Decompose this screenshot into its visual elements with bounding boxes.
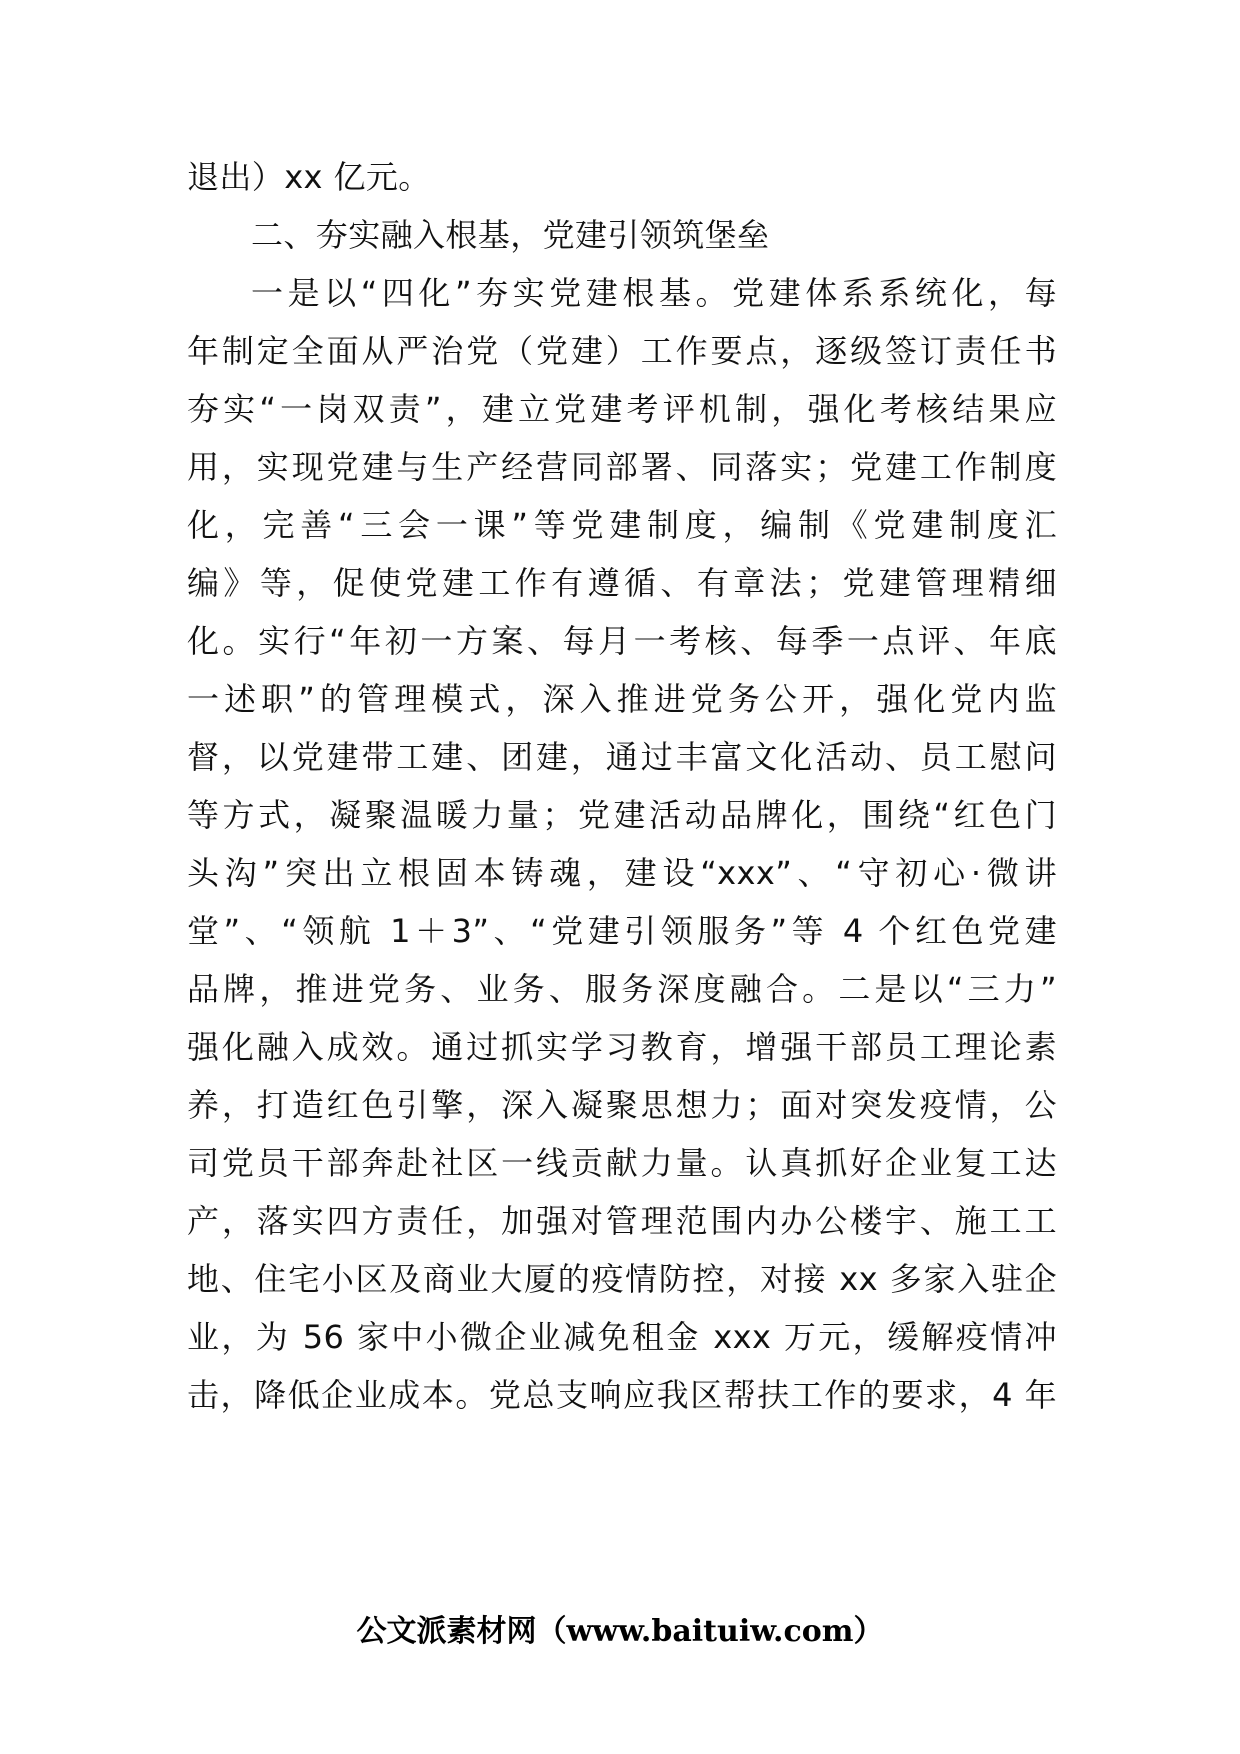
text-line: 司党员干部奔赴社区一线贡献力量。认真抓好企业复工达 (187, 1144, 1057, 1182)
footer-watermark: 公文派素材网（www.baituiw.com） (356, 1614, 884, 1649)
text-line: 击，降低企业成本。党总支响应我区帮扶工作的要求，4 年 (187, 1376, 1057, 1414)
text-line: 督，以党建带工建、团建，通过丰富文化活动、员工慰问 (187, 738, 1057, 776)
text-line: 化。实行“年初一方案、每月一考核、每季一点评、年底 (187, 622, 1057, 660)
text-line: 堂”、“领航 1＋3”、“党建引领服务”等 4 个红色党建 (187, 912, 1057, 950)
text-line: 编》等，促使党建工作有遵循、有章法；党建管理精细 (187, 564, 1057, 602)
text-line: 化，完善“三会一课”等党建制度，编制《党建制度汇 (187, 506, 1057, 544)
section-heading: 二、夯实融入根基，党建引领筑堡垒 (251, 216, 770, 254)
text-line: 养，打造红色引擎，深入凝聚思想力；面对突发疫情，公 (187, 1086, 1057, 1124)
text-line: 等方式，凝聚温暖力量；党建活动品牌化，围绕“红色门 (187, 796, 1057, 834)
text-line: 品牌，推进党务、业务、服务深度融合。二是以“三力” (187, 970, 1057, 1008)
text-line: 年制定全面从严治党（党建）工作要点，逐级签订责任书 (187, 332, 1057, 370)
text-line: 退出）xx 亿元。 (187, 158, 431, 196)
text-line: 夯实“一岗双责”，建立党建考评机制，强化考核结果应 (187, 390, 1057, 428)
text-line: 一是以“四化”夯实党建根基。党建体系系统化，每 (251, 274, 1057, 312)
text-line: 强化融入成效。通过抓实学习教育，增强干部员工理论素 (187, 1028, 1057, 1066)
text-line: 头沟”突出立根固本铸魂，建设“xxx”、“守初心·微讲 (187, 854, 1057, 892)
text-line: 产，落实四方责任，加强对管理范围内办公楼宇、施工工 (187, 1202, 1057, 1240)
text-line: 业，为 56 家中小微企业减免租金 xxx 万元，缓解疫情冲 (187, 1318, 1057, 1356)
text-line: 地、住宅小区及商业大厦的疫情防控，对接 xx 多家入驻企 (187, 1260, 1057, 1298)
text-line: 用，实现党建与生产经营同部署、同落实；党建工作制度 (187, 448, 1057, 486)
text-line: 一述职”的管理模式，深入推进党务公开，强化党内监 (187, 680, 1057, 718)
